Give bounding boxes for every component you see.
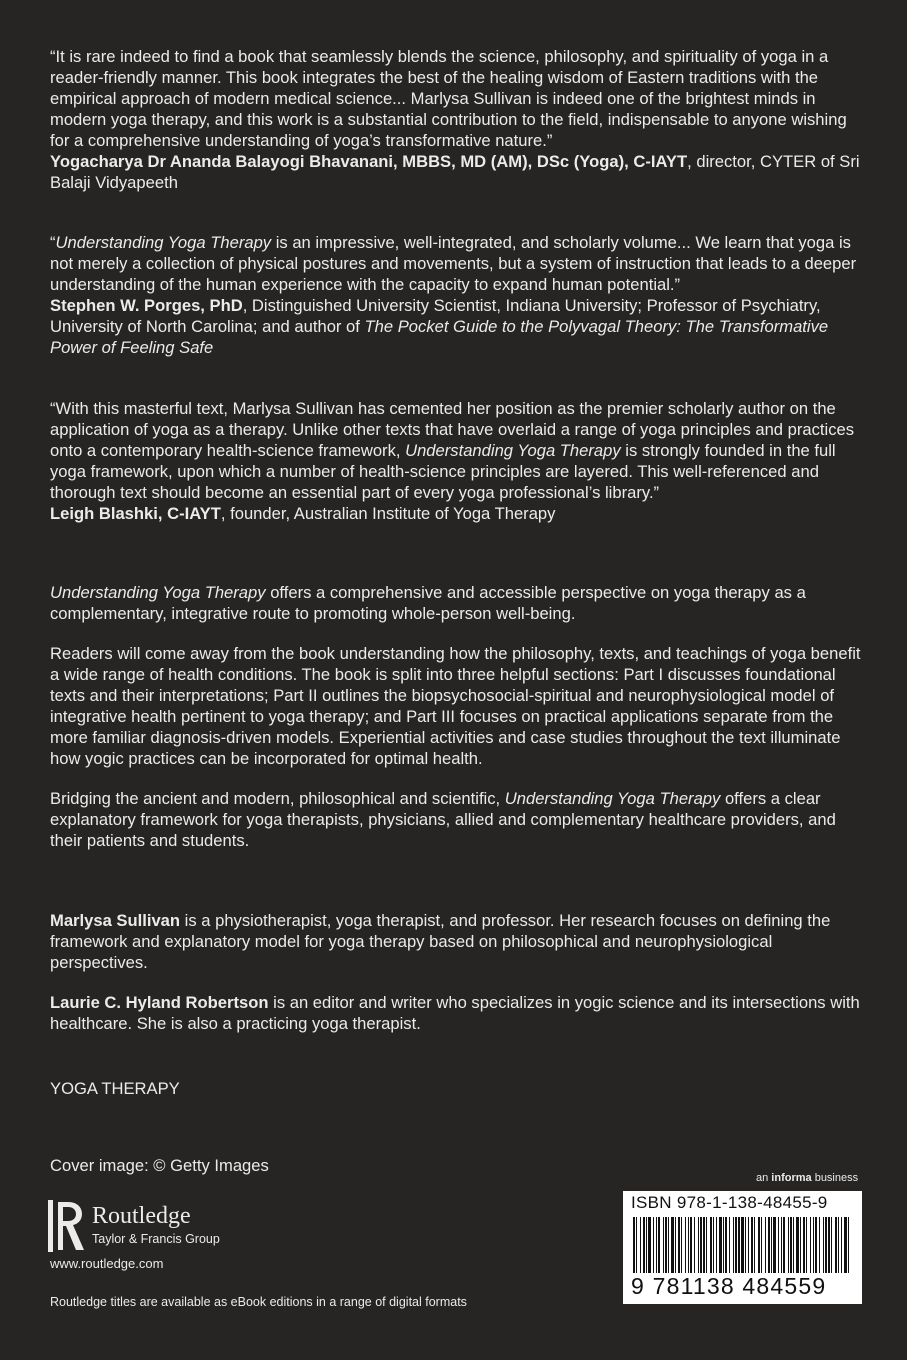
barcode-bar — [653, 1217, 654, 1273]
quote-3-body: “With this masterful text, Marlysa Sullivan has cemented her position as the premier scholarly author on the application of yoga as a therapy. Unlike other texts that have overlaid a range of yoga principles and practices onto a contemporary health-science framework, — [50, 399, 855, 460]
barcode-bar — [688, 1217, 689, 1273]
informa-post: business — [811, 1172, 859, 1184]
barcode-bar — [835, 1217, 837, 1273]
quote-2-book: The Pocket Guide to the Polyvagal Theory: The Transformative Power of Feeling Safe — [50, 317, 829, 357]
barcode-bar — [738, 1217, 740, 1273]
routledge-name: Routledge — [92, 1203, 191, 1229]
barcode-bar — [841, 1217, 842, 1273]
barcode-bar — [681, 1217, 682, 1273]
description-p3 — [50, 788, 865, 851]
quote-3-role: , founder, Australian Institute of Yoga Therapy — [220, 504, 556, 523]
barcode-bar — [825, 1217, 827, 1273]
barcode-bar — [729, 1217, 730, 1273]
quote-3 — [50, 398, 865, 524]
publisher-url[interactable]: www.routledge.com — [50, 1256, 164, 1271]
routledge-r-icon — [48, 1200, 88, 1252]
description — [50, 582, 865, 851]
quote-2-open: “ — [50, 233, 56, 252]
barcode-bar — [800, 1217, 801, 1273]
barcode-bar — [658, 1217, 660, 1273]
barcode-bar — [796, 1217, 799, 1273]
barcode-bar — [703, 1217, 705, 1273]
barcode-bar — [781, 1217, 782, 1273]
quote-2-text — [50, 232, 865, 295]
barcode-bar — [806, 1217, 807, 1273]
barcode-bar — [771, 1217, 772, 1273]
publisher-group: Taylor & Francis Group — [92, 1232, 220, 1246]
barcode-bar — [678, 1217, 680, 1273]
barcode-image — [631, 1217, 853, 1273]
barcode-bar — [663, 1217, 664, 1273]
author-bios — [50, 910, 865, 1034]
barcode-bar — [706, 1217, 707, 1273]
barcode-bar — [819, 1217, 820, 1273]
barcode-bar — [838, 1217, 839, 1273]
barcode-bar — [675, 1217, 676, 1273]
barcode-bar — [831, 1217, 832, 1273]
informa-bold: informa — [771, 1172, 812, 1184]
author-2-name: Laurie C. Hyland Robertson — [50, 993, 269, 1012]
quote-3-body-end: is strongly founded in the full yoga framework, upon which a number of health-science principles are layered. This well-referenced and thorough text should become an essential part of every yoga professional’s library.” — [50, 441, 836, 502]
barcode-bar — [723, 1217, 724, 1273]
quote-3-author: Leigh Blashki, C-IAYT — [50, 504, 221, 523]
barcode-bar — [823, 1217, 824, 1273]
description-p3-title: Understanding Yoga Therapy — [504, 789, 721, 808]
isbn-digits: 9 781138 484559 — [631, 1273, 827, 1299]
barcode-bar — [758, 1217, 760, 1273]
barcode-bar — [803, 1217, 805, 1273]
barcode-bar — [671, 1217, 674, 1273]
barcode-bar — [713, 1217, 714, 1273]
quote-2-attribution — [50, 295, 865, 358]
quote-1-author: Yogacharya Dr Ananda Balayogi Bhavanani, MBBS, MD (AM), DSc (Yoga), C-IAYT — [50, 152, 688, 171]
routledge-logo — [48, 1200, 88, 1257]
barcode-bar — [773, 1217, 776, 1273]
barcode-bar — [810, 1217, 811, 1273]
author-1-name: Marlysa Sullivan — [50, 911, 181, 930]
quote-1 — [50, 46, 865, 193]
barcode-bar — [815, 1217, 817, 1273]
barcode-bar — [665, 1217, 667, 1273]
barcode-bar — [725, 1217, 727, 1273]
barcode-bar — [768, 1217, 770, 1273]
barcode-bar — [643, 1217, 645, 1273]
barcode-bar — [790, 1217, 792, 1273]
barcode-bar — [761, 1217, 762, 1273]
informa-pre: an — [756, 1172, 772, 1184]
barcode-bar — [640, 1217, 641, 1273]
barcode-bar — [656, 1217, 657, 1273]
quote-3-text — [50, 398, 865, 503]
barcode-bar — [778, 1217, 779, 1273]
category-label: YOGA THERAPY — [50, 1079, 180, 1098]
author-2-bio: is an editor and writer who specializes in yogic science and its intersections with healthcare. She is also a practicing yoga therapist. — [50, 993, 860, 1033]
barcode-bar — [765, 1217, 766, 1273]
quote-2-role: , Distinguished University Scientist, Indiana University; Professor of Psychiatry, University of North Carolina; and author of — [50, 296, 821, 336]
author-1-bio: is a physiotherapist, yoga therapist, and professor. Her research focuses on defining the framework and explanatory model for yoga therapy based on philosophical and neurophysiological perspectives. — [50, 911, 831, 972]
informa-tagline — [756, 1172, 858, 1184]
barcode-bar — [813, 1217, 814, 1273]
barcode-bar — [719, 1217, 722, 1273]
barcode-bar — [844, 1217, 847, 1273]
barcode-bar — [828, 1217, 830, 1273]
quote-1-attribution — [50, 151, 865, 193]
barcode-bar — [685, 1217, 686, 1273]
barcode-bar — [754, 1217, 755, 1273]
quote-3-attribution — [50, 503, 865, 524]
barcode-bar — [735, 1217, 737, 1273]
barcode-bar — [668, 1217, 669, 1273]
quote-2-title: Understanding Yoga Therapy — [55, 233, 272, 252]
description-p1 — [50, 582, 865, 624]
barcode-bar — [733, 1217, 734, 1273]
description-p1-title: Understanding Yoga Therapy — [50, 583, 266, 602]
barcode-bar — [793, 1217, 794, 1273]
barcode-bar — [690, 1217, 692, 1273]
barcode-bar — [694, 1217, 695, 1273]
ebook-note: Routledge titles are available as eBook editions in a range of digital formats — [50, 1295, 467, 1309]
quote-2-author: Stephen W. Porges, PhD — [50, 296, 243, 315]
barcode-bar — [848, 1217, 849, 1273]
barcode-bar — [783, 1217, 785, 1273]
barcode-bar — [745, 1217, 746, 1273]
barcode-bar — [633, 1217, 635, 1273]
barcode-bar — [636, 1217, 637, 1273]
barcode-bar — [700, 1217, 702, 1273]
description-p2: Readers will come away from the book understanding how the philosophy, texts, and teachings of yoga benefit a wide range of health conditions. The book is split into three helpful sections: Part I discusses foundational texts and their interpretations; Part II outlines the biopsychosocial-spiritual and neurophysiological model of integrative health pertinent to yoga therapy; and Part III focuses on practical applications separate from the more familiar diagnosis-driven models. Experiential activities and case studies throughout the text illuminate how yogic practices can be incorporated for optimal health. — [50, 644, 861, 768]
barcode-bar — [751, 1217, 753, 1273]
barcode-bar — [646, 1217, 647, 1273]
barcode-bar — [648, 1217, 651, 1273]
description-p1-text: offers a comprehensive and accessible perspective on yoga therapy as a complementary, integrative route to promoting whole-person well-being. — [50, 583, 806, 623]
quote-1-text: “It is rare indeed to find a book that seamlessly blends the science, philosophy, and spirituality of yoga in a reader-friendly manner. This book integrates the best of the healing wisdom of Eastern traditions with the empirical approach of modern medical science... Marlysa Sullivan is indeed one of the brightest minds in modern yoga therapy, and this work is a substantial contribution to the field, indispensable to anyone wishing for a comprehensive understanding of yoga’s transformative nature.” — [50, 47, 847, 150]
barcode-bar — [741, 1217, 744, 1273]
barcode-bar — [698, 1217, 699, 1273]
cover-credit: Cover image: © Getty Images — [50, 1156, 269, 1175]
isbn-barcode-box — [623, 1191, 862, 1304]
quote-2 — [50, 232, 865, 358]
quote-1-role: , director, CYTER of Sri Balaji Vidyapeeth — [50, 152, 860, 192]
quote-3-title: Understanding Yoga Therapy — [405, 441, 621, 460]
barcode-bar — [788, 1217, 789, 1273]
author-bio-2 — [50, 992, 865, 1034]
quote-2-body: is an impressive, well-integrated, and scholarly volume... We learn that yoga is not merely a collection of physical postures and movements, but a system of instruction that leads to a deeper understanding of the human experience with the capacity to expand human potential.” — [50, 233, 857, 294]
description-p3-end: offers a clear explanatory framework for yoga therapists, physicians, allied and complementary healthcare providers, and their patients and students. — [50, 789, 836, 850]
isbn-label: ISBN 978-1-138-48455-9 — [631, 1193, 828, 1212]
barcode-bar — [748, 1217, 749, 1273]
author-bio-1 — [50, 910, 865, 973]
barcode-bar — [710, 1217, 712, 1273]
barcode-bar — [716, 1217, 717, 1273]
description-p3-text: Bridging the ancient and modern, philosophical and scientific, — [50, 789, 505, 808]
